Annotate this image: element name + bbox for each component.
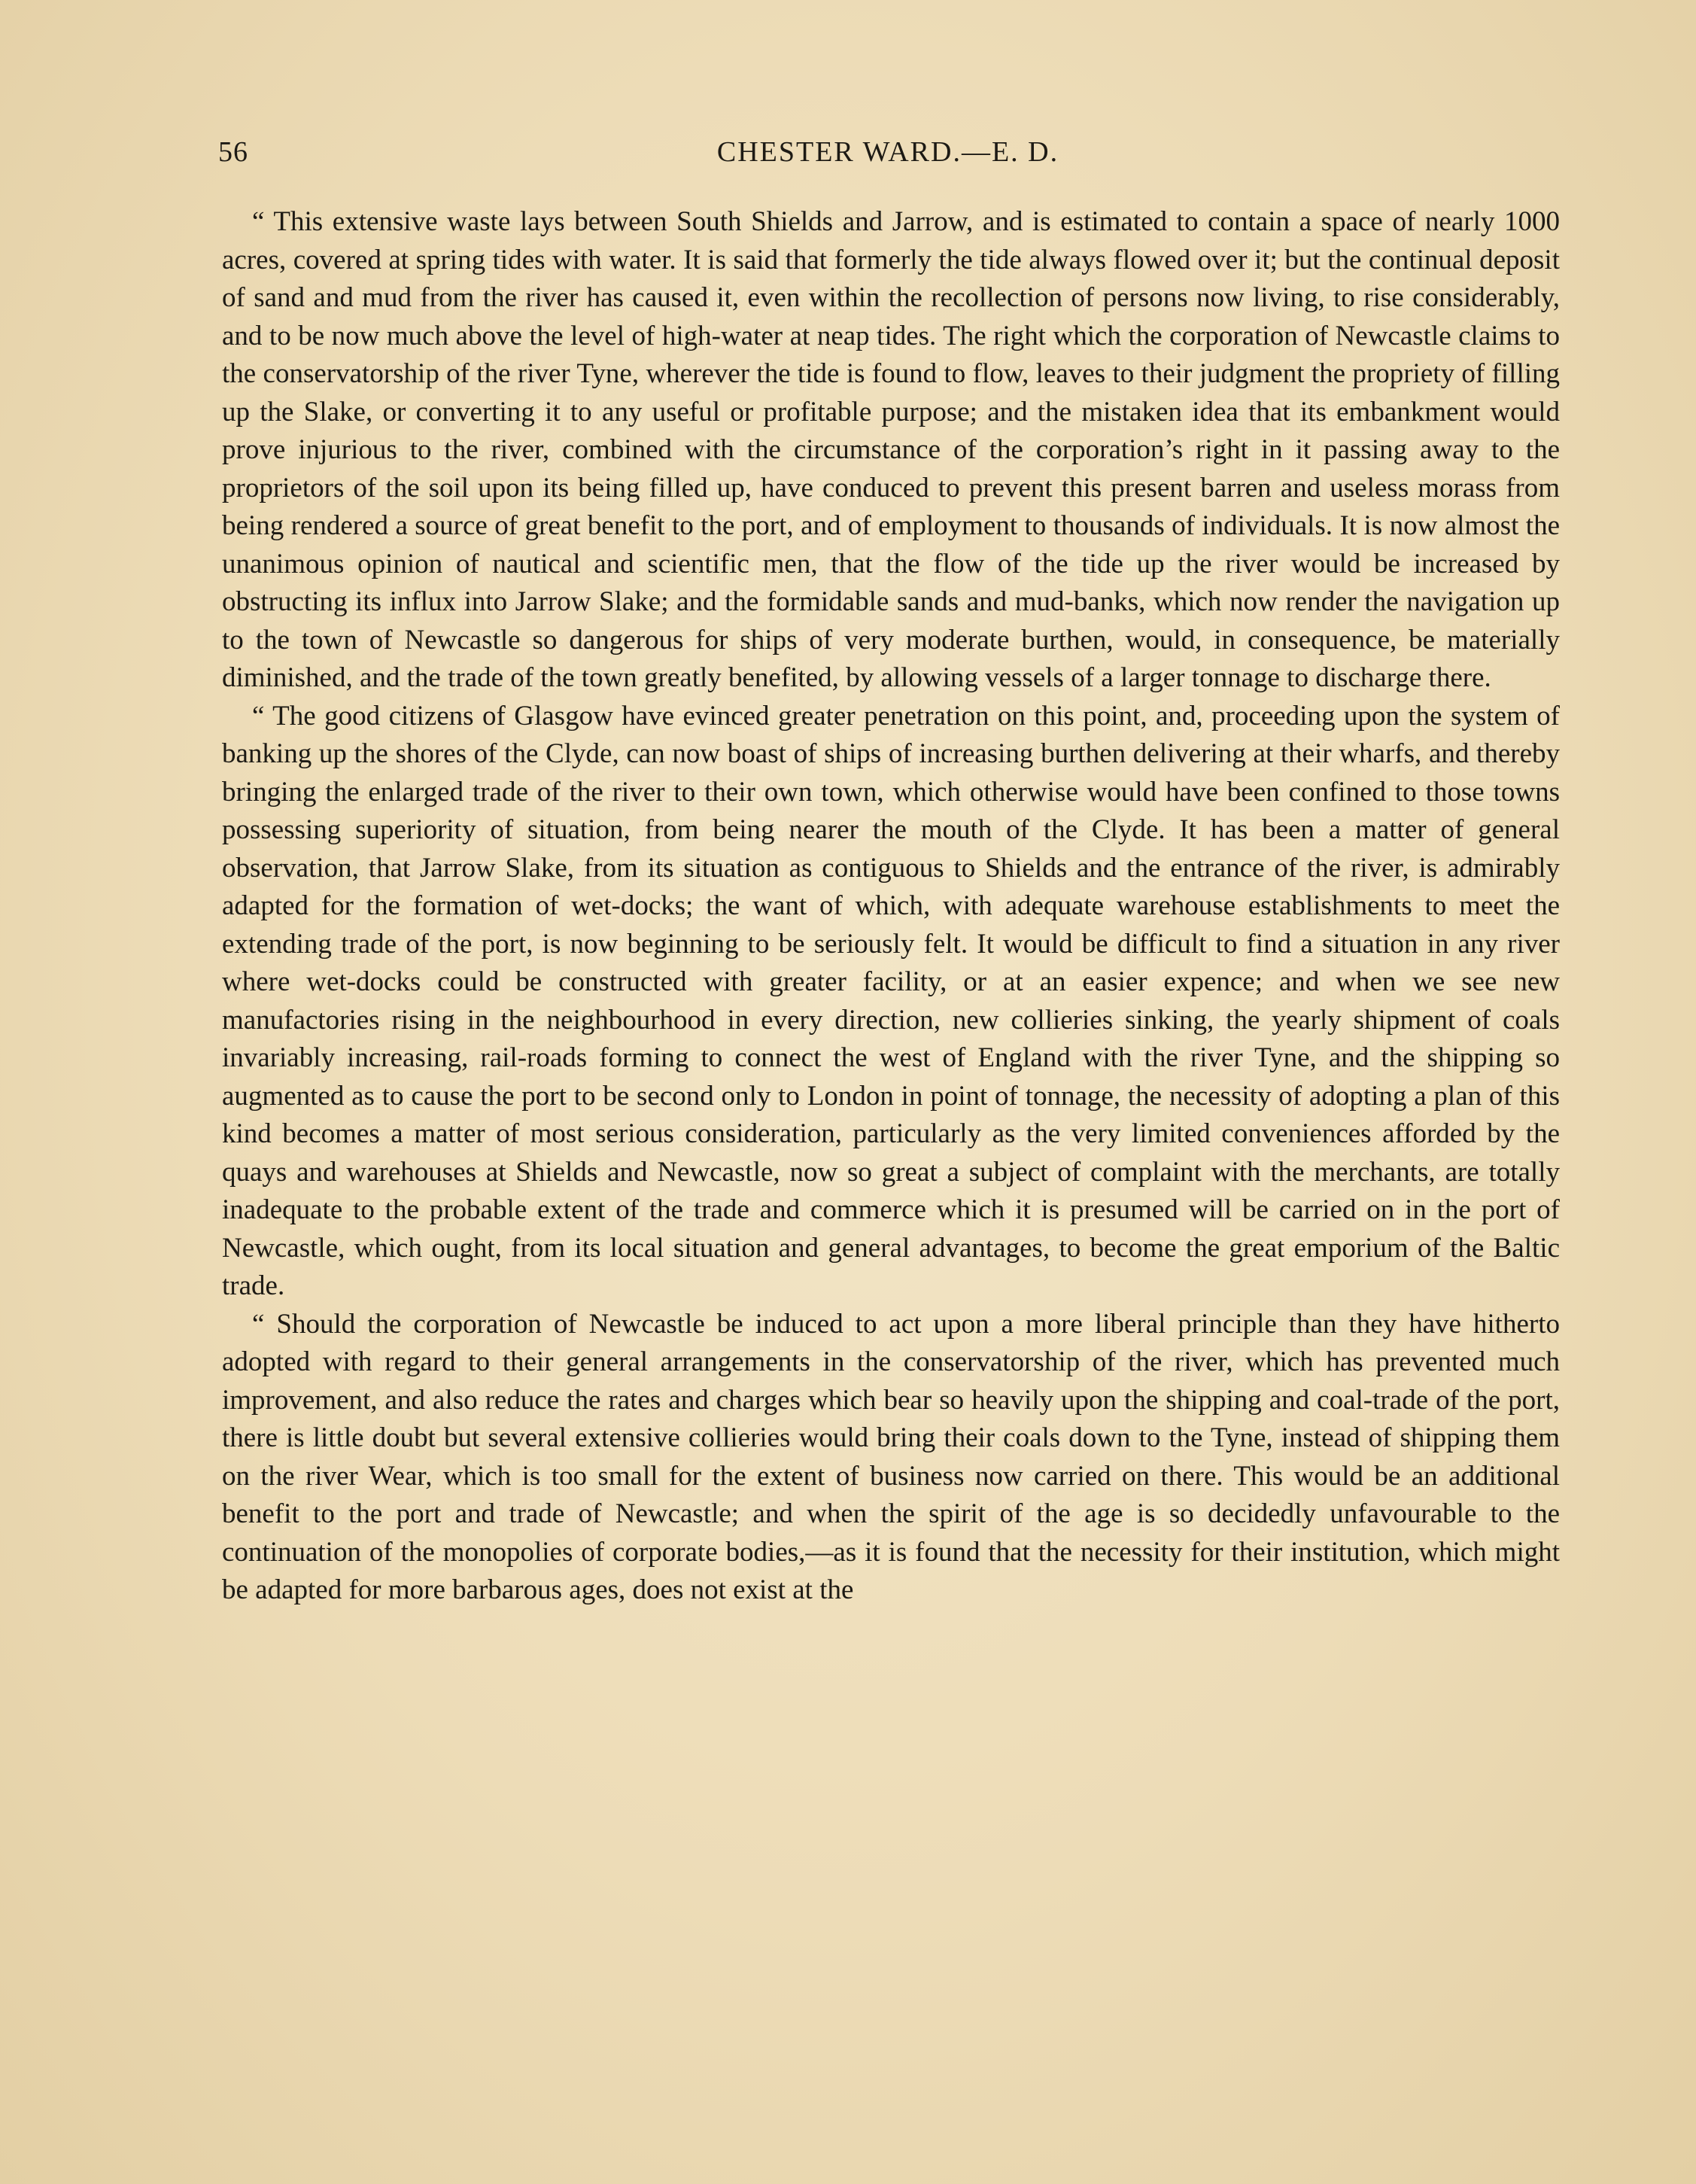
running-head: CHESTER WARD.—E. D. xyxy=(716,136,1059,168)
paragraph-glasgow: “ The good citizens of Glasgow have evinced greater penetration on this point, and, proceeding upon the system of banking up the shores of the Clyde, can now boast of ships of increasing burthen delivering at their wharfs, and thereby bringing the enlarged trade of the river to their own town, which otherwise would have been confined to those towns possessing superiority of situation, from being nearer the mouth of the Clyde. It has been a matter of general observation, that Jarrow Slake, from its situation as contiguous to Shields and the entrance of the river, is admirably adapted for the formation of wet-docks; the want of which, with adequate warehouse establishments to meet the extending trade of the port, is now beginning to be seriously felt. It would be difficult to find a situation in any river where wet-docks could be constructed with greater facility, or at an easier expence; and when we see new manufactories rising in the neighbourhood in every direction, new collieries sinking, the yearly shipment of coals invariably increasing, rail-roads forming to connect the west of England with the river Tyne, and the shipping so augmented as to cause the port to be second only to London in point of tonnage, the necessity of adopting a plan of this kind becomes a matter of most serious consideration, particularly as the very limited conveniences afforded by the quays and warehouses at Shields and Newcastle, now so great a subject of complaint with the merchants, are totally inadequate to the probable extent of the trade and commerce which it is presumed will be carried on in the port of Newcastle, which ought, from its local situation and general advantages, to become the great emporium of the Baltic trade. xyxy=(222,700,1560,1301)
page-header xyxy=(218,135,1558,181)
page-number: 56 xyxy=(218,136,248,168)
paragraph-corporation: “ Should the corporation of Newcastle be induced to act upon a more liberal principle than they have hitherto adopted with regard to their general arrangements in the conservatorship of the river, which has prevented much improvement, and also reduce the rates and charges which bear so heavily upon the shipping and coal-trade of the port, there is little doubt but several extensive collieries would bring their coals down to the Tyne, instead of shipping them on the river Wear, which is too small for the extent of business now carried on there. This would be an additional benefit to the port and trade of Newcastle; and when the spirit of the age is so decidedly unfavourable to the continuation of the monopolies of corporate bodies,—as it is found that the necessity for their institution, which might be adapted for more barbarous ages, does not exist at the xyxy=(222,1308,1560,1605)
paragraph-jarrow-slake: “ This extensive waste lays between South Shields and Jarrow, and is estimated to contain a space of nearly 1000 acres, covered at spring tides with water. It is said that formerly the tide always flowed over it; but the continual deposit of sand and mud from the river has caused it, even within the recollection of persons now living, to rise considerably, and to be now much above the level of high-water at neap tides. The right which the corporation of Newcastle claims to the conservatorship of the river Tyne, wherever the tide is found to flow, leaves to their judgment the propriety of filling up the Slake, or converting it to any useful or profitable purpose; and the mistaken idea that its embankment would prove injurious to the river, combined with the circumstance of the corporation’s right in it passing away to the proprietors of the soil upon its being filled up, have conduced to prevent this present barren and useless morass from being rendered a source of great benefit to the port, and of employment to thousands of individuals. It is now almost the unanimous opinion of nautical and scientific men, that the flow of the tide up the river would be increased by obstructing its influx into Jarrow Slake; and the formidable sands and mud-banks, which now render the navigation up to the town of Newcastle so dangerous for ships of very moderate burthen, would, in consequence, be materially diminished, and the trade of the town greatly benefited, by allowing vessels of a larger tonnage to discharge there. xyxy=(222,206,1560,693)
body-text xyxy=(222,203,1560,1919)
